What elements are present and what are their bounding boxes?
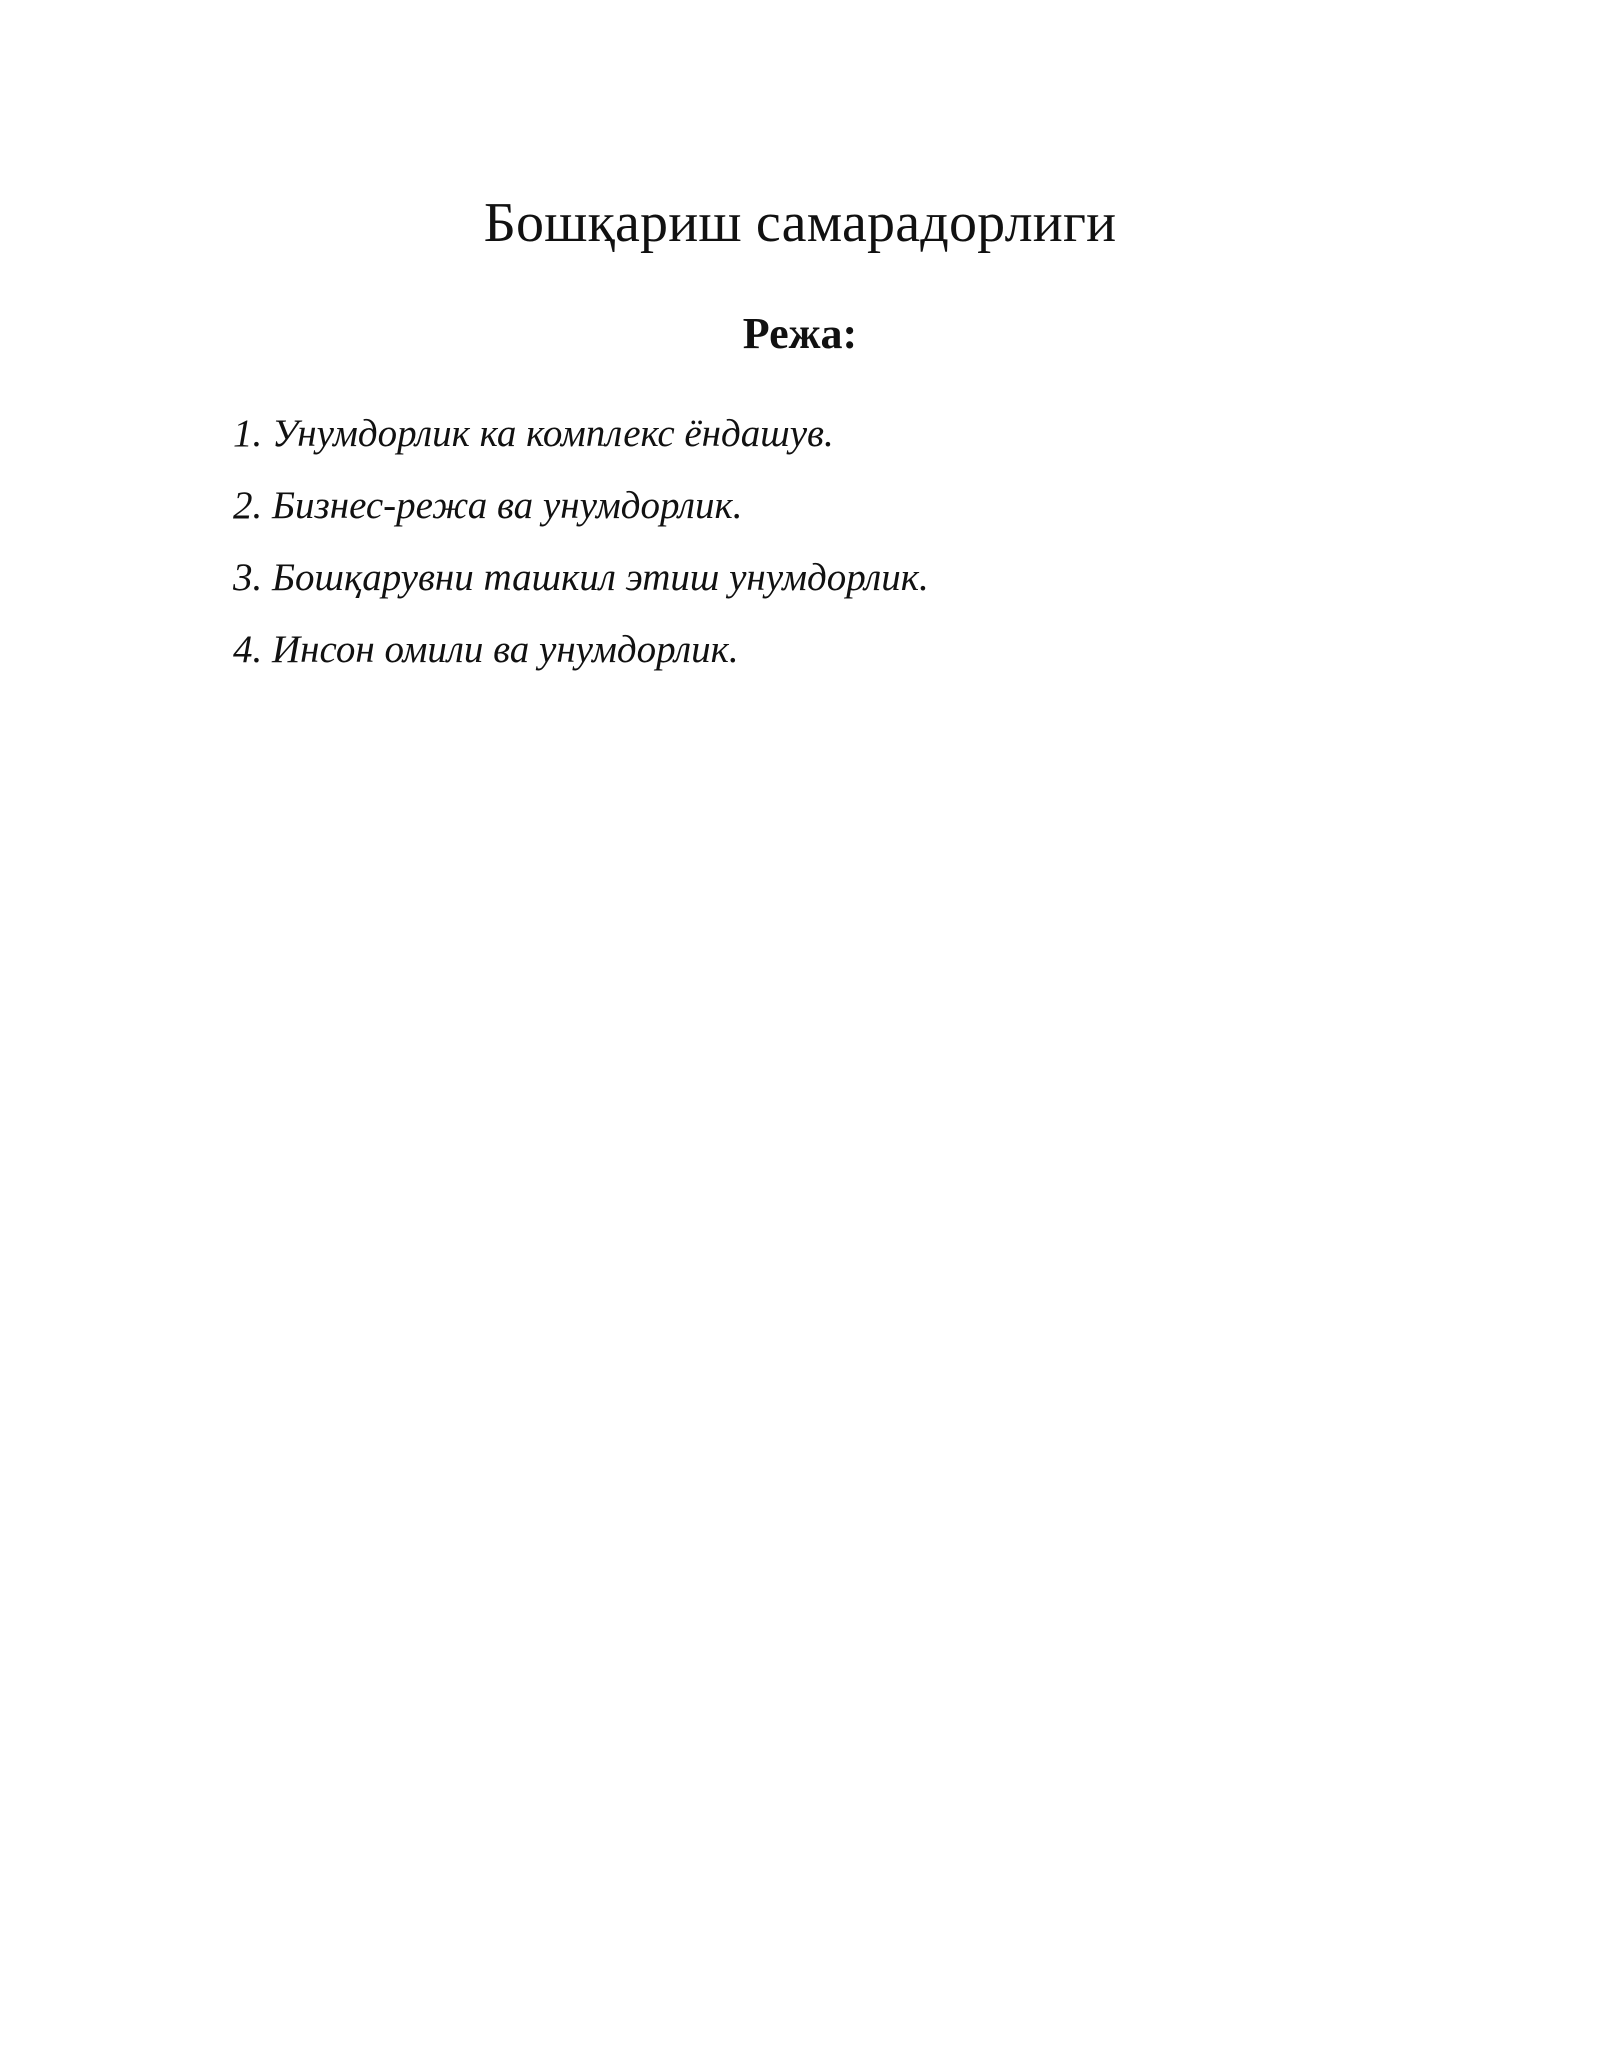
plan-list <box>233 410 929 698</box>
document-title: Бошқариш самарадорлиги <box>483 192 1117 254</box>
list-item-text: Бизнес-режа ва унумдорлик. <box>272 484 743 527</box>
list-item <box>233 410 929 458</box>
list-item <box>233 554 929 602</box>
list-item <box>233 626 929 674</box>
list-item <box>233 482 929 530</box>
list-item-number: 2. <box>233 484 263 527</box>
list-item-number: 3. <box>233 556 263 599</box>
list-item-number: 1. <box>233 412 263 455</box>
plan-heading: Режа: <box>742 309 858 358</box>
list-item-text: Инсон омили ва унумдорлик. <box>272 628 739 671</box>
list-item-text: Унумдорлик ка комплекс ёндашув. <box>272 412 834 455</box>
list-item-text: Бошқарувни ташкил этиш унумдорлик. <box>272 556 929 599</box>
list-item-number: 4. <box>233 628 263 671</box>
